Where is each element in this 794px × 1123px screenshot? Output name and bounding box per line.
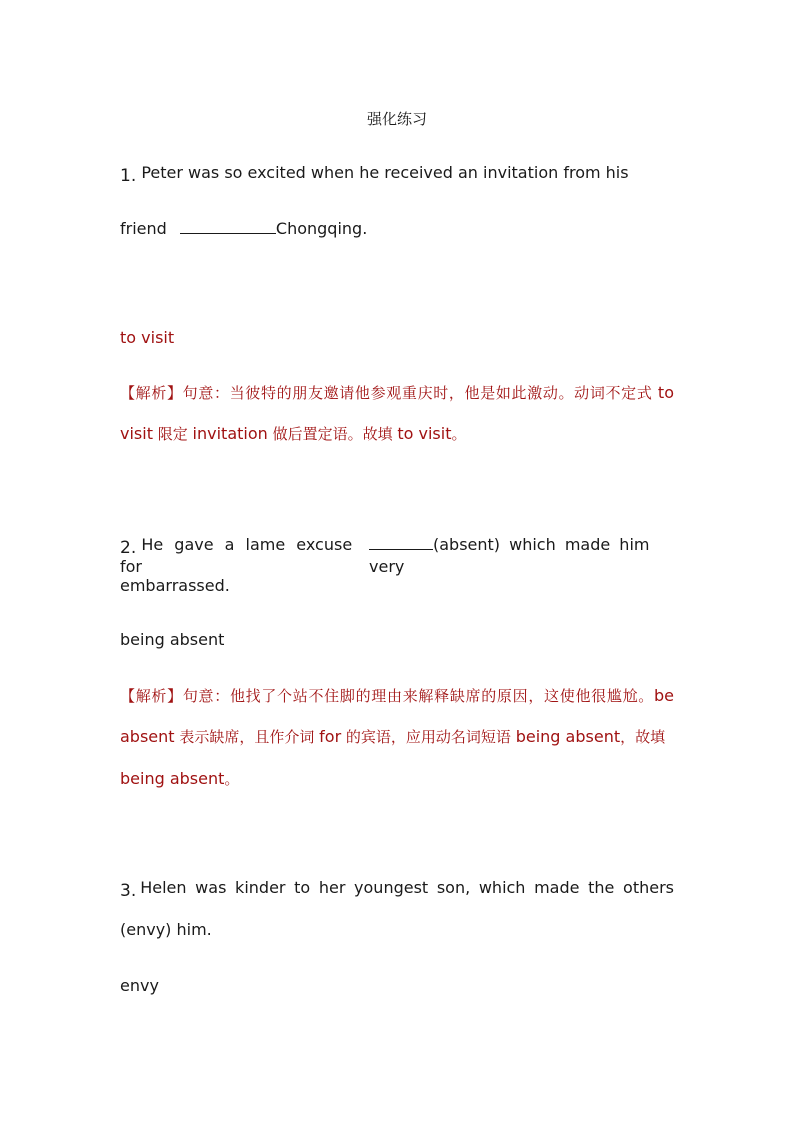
question-1-answer: to visit — [120, 328, 175, 347]
analysis-text: 句意：他找了个站不住脚的理由来解释缺席的原因，这使他很尴尬。 — [182, 687, 654, 705]
analysis-text: 表示缺席，且作介词 — [179, 728, 315, 746]
question-3-number: 3. — [120, 881, 137, 901]
page-title: 强化练习 — [366, 110, 427, 128]
question-1-analysis-line-2 — [120, 423, 674, 445]
question-2-line-2: embarrassed. — [120, 576, 230, 595]
analysis-tag: 【解析】 — [120, 687, 183, 705]
question-1-number: 1. — [120, 166, 137, 186]
question-2-text-post: (absent) which made him very — [369, 535, 650, 576]
question-2-analysis-line-1 — [120, 685, 674, 707]
analysis-text: 的宾语，应用动名词短语 — [345, 728, 511, 746]
analysis-term: absent — [120, 727, 175, 746]
analysis-text: 。 — [224, 770, 240, 788]
question-1-line-2 — [120, 217, 674, 240]
analysis-text: 。 — [451, 425, 467, 443]
question-3-text: Helen was kinder to her youngest son, which made the others — [140, 878, 674, 897]
question-1-line-1 — [120, 162, 674, 184]
analysis-text: 限定 — [157, 425, 188, 443]
analysis-text: 句意：当彼特的朋友邀请他参观重庆时，他是如此激动。动词不定式 — [182, 384, 653, 402]
question-3-answer: envy — [120, 976, 159, 995]
question-2-line-1 — [120, 533, 674, 578]
analysis-term: being absent — [120, 769, 225, 788]
analysis-text: ，故填 — [620, 728, 666, 746]
question-2-analysis-line-2 — [120, 726, 674, 748]
question-2-analysis-line-3 — [120, 768, 674, 790]
question-3-line-2: (envy) him. — [120, 920, 212, 939]
question-1-text-pre: friend — [120, 219, 167, 238]
analysis-term: visit — [120, 424, 153, 443]
analysis-text: 做后置定语。故填 — [272, 425, 393, 443]
question-3-line-1 — [120, 877, 674, 899]
analysis-term: to — [657, 383, 674, 402]
analysis-term: to visit — [397, 424, 452, 443]
analysis-tag: 【解析】 — [120, 384, 183, 402]
question-2-text-pre: He gave a lame excuse for — [120, 535, 353, 576]
analysis-term: being absent — [515, 727, 621, 746]
question-1-text-post: Chongqing. — [275, 219, 368, 238]
analysis-term: invitation — [192, 424, 268, 443]
question-1-text: Peter was so excited when he received an invitation from his — [141, 163, 629, 182]
analysis-term: be — [653, 686, 674, 705]
analysis-term: for — [319, 727, 342, 746]
question-2-answer: being absent — [120, 630, 225, 649]
question-1-analysis-line-1 — [120, 382, 674, 404]
question-1-blank — [180, 217, 276, 234]
question-2-number: 2. — [120, 538, 137, 558]
question-2-blank — [369, 533, 433, 550]
